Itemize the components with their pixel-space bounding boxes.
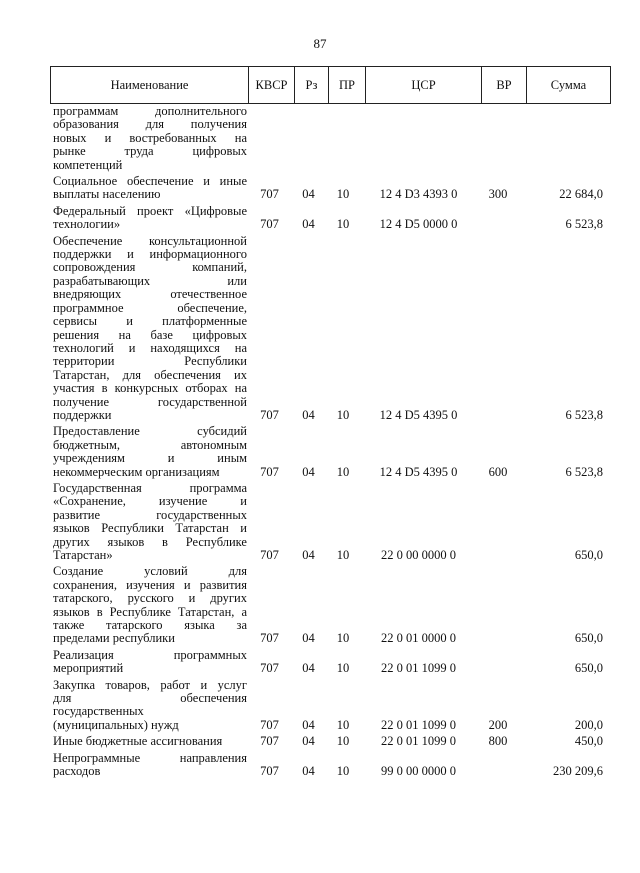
cell-vr: 200 (488, 717, 508, 732)
cell-sum: 6 523,8 (565, 464, 603, 479)
table-body (50, 105, 611, 782)
row-name-line: решения на базе цифровых (53, 327, 247, 342)
row-name-line: бюджетным, автономным (53, 437, 247, 452)
cell-sum: 6 523,8 (565, 217, 603, 232)
cell-kvsr: 707 (260, 764, 279, 779)
cell-vr (476, 565, 520, 645)
table-row (50, 175, 611, 202)
header-name: Наименование (110, 77, 189, 92)
cell-kvsr: 707 (260, 187, 279, 202)
cell-pr: 10 (336, 548, 350, 562)
cell-sum: 450,0 (574, 734, 603, 749)
row-name-line: Иные бюджетные ассигнования (53, 734, 223, 749)
table-row (50, 105, 611, 172)
row-name-line: рынке труда цифровых (53, 144, 247, 159)
cell-rz (292, 105, 325, 172)
cell-kvsr: 707 (260, 631, 279, 646)
row-name-line: Государственная программа (53, 480, 247, 495)
row-name-line: «Сохранение, изучение и (53, 494, 247, 509)
row-name-line: Татарстан, для обеспечения их (53, 367, 247, 382)
cell-rz: 04 (302, 661, 315, 676)
cell-csr: 12 4 D5 0000 0 (379, 217, 458, 232)
table-row (50, 679, 611, 733)
table-row (50, 752, 611, 779)
cell-sum: 230 209,6 (553, 764, 603, 779)
row-name-line: получение государственной (53, 394, 247, 409)
row-name (50, 105, 247, 172)
cell-sum: 650,0 (574, 661, 603, 676)
row-name-line: выплаты населению (53, 187, 161, 202)
header-pr: ПР (328, 67, 365, 103)
cell-csr: 22 0 01 1099 0 (381, 717, 456, 732)
row-name (50, 649, 247, 676)
cell-sum: 650,0 (574, 548, 603, 562)
row-name (50, 752, 247, 779)
table-header (50, 66, 611, 104)
cell-rz: 04 (302, 187, 315, 202)
row-name-line: Социальное обеспечение и иные (53, 174, 247, 189)
cell-rz: 04 (302, 717, 315, 732)
row-name-line: программам дополнительного (53, 104, 247, 118)
row-name-line: сохранения, изучения и развития (53, 577, 247, 592)
row-name-line: Создание условий для (53, 564, 247, 579)
cell-vr (476, 105, 520, 172)
cell-sum: 6 523,8 (565, 407, 603, 422)
cell-vr (476, 205, 520, 232)
row-name-line: (муниципальных) нужд (53, 717, 179, 732)
cell-sum: 200,0 (574, 717, 603, 732)
cell-pr: 10 (336, 661, 350, 676)
header-vr: ВР (481, 67, 526, 103)
cell-pr: 10 (336, 217, 350, 232)
cell-kvsr: 707 (260, 734, 279, 749)
row-name-line: Татарстан» (53, 548, 113, 562)
cell-rz: 04 (302, 631, 315, 646)
page-number: 87 (313, 36, 327, 51)
cell-sum (520, 105, 611, 172)
row-name-line: некоммерческим организациям (53, 464, 220, 479)
row-name-line: Реализация программных (53, 647, 247, 662)
cell-rz: 04 (302, 548, 315, 562)
row-name-line: татарского, русского и других (53, 591, 247, 606)
cell-vr (476, 649, 520, 676)
row-name-line: программное обеспечение, (53, 300, 247, 315)
row-name-line: сервисы и платформенные (53, 314, 247, 329)
cell-csr (361, 105, 476, 172)
table-row (50, 205, 611, 232)
row-name (50, 425, 247, 479)
cell-csr: 12 4 D5 4395 0 (379, 407, 458, 422)
row-name-line: территории Республики (53, 354, 247, 369)
cell-vr: 600 (488, 464, 508, 479)
header-kvsr: КВСР (248, 67, 294, 103)
row-name-line: технологий и находящихся на (53, 340, 247, 355)
row-name-line: развитие государственных (53, 507, 247, 522)
row-name-line: компетенций (53, 157, 123, 172)
row-name-line: языков Республики Татарстан и (53, 521, 247, 536)
row-name-line: Закупка товаров, работ и услуг (53, 677, 247, 692)
row-name-line: образования для получения (53, 117, 247, 132)
row-name (50, 565, 247, 645)
cell-csr: 99 0 00 0000 0 (381, 764, 456, 779)
cell-pr: 10 (336, 187, 350, 202)
header-csr: ЦСР (365, 67, 481, 103)
cell-rz: 04 (302, 217, 315, 232)
cell-pr: 10 (336, 631, 350, 646)
cell-csr: 22 0 01 1099 0 (381, 734, 456, 749)
row-name-line: технологии» (53, 217, 121, 232)
header-sum: Сумма (526, 67, 610, 103)
cell-kvsr: 707 (260, 407, 279, 422)
row-name-line: новых и востребованных на (53, 130, 247, 145)
row-name (50, 482, 247, 562)
row-name (50, 175, 247, 202)
row-name-line: расходов (53, 764, 101, 779)
cell-kvsr: 707 (260, 661, 279, 676)
table-row (50, 235, 611, 423)
cell-sum: 650,0 (574, 631, 603, 646)
header-rz: Рз (294, 67, 328, 103)
cell-rz: 04 (302, 764, 315, 779)
row-name-line: также татарского языка за (53, 618, 247, 633)
cell-pr: 10 (336, 764, 350, 779)
row-name-line: разрабатывающих или (53, 273, 247, 288)
row-name-line: мероприятий (53, 661, 124, 676)
table-row (50, 649, 611, 676)
row-name-line: пределами республики (53, 631, 175, 646)
cell-rz: 04 (302, 464, 315, 479)
table-row (50, 425, 611, 479)
cell-pr: 10 (336, 717, 350, 732)
cell-csr: 22 0 00 0000 0 (381, 548, 456, 562)
cell-csr: 22 0 01 0000 0 (381, 631, 456, 646)
row-name-line: сопровождения компаний, (53, 260, 247, 275)
row-name-line: других языков в Республике (53, 534, 247, 549)
row-name-line: Предоставление субсидий (53, 424, 247, 439)
cell-vr (476, 235, 520, 423)
cell-vr (476, 752, 520, 779)
cell-kvsr: 707 (260, 717, 279, 732)
row-name (50, 205, 247, 232)
cell-kvsr: 707 (260, 217, 279, 232)
row-name-line: языков в Республике Татарстан, а (53, 604, 247, 619)
cell-vr: 300 (488, 187, 508, 202)
row-name (50, 679, 247, 733)
cell-kvsr: 707 (260, 548, 279, 562)
cell-kvsr (247, 105, 292, 172)
table-row (50, 735, 611, 748)
row-name-line: участия в конкурсных отборах на (53, 381, 247, 396)
row-name-line: поддержки и информационного (53, 247, 247, 262)
cell-pr (325, 105, 361, 172)
row-name-line: государственных (53, 704, 144, 719)
cell-pr: 10 (336, 464, 350, 479)
cell-vr (476, 482, 520, 562)
cell-csr: 12 4 D5 4395 0 (379, 464, 458, 479)
cell-csr: 22 0 01 1099 0 (381, 661, 456, 676)
row-name-line: Федеральный проект «Цифровые (53, 203, 247, 218)
row-name-line: учреждениям и иным (53, 451, 247, 466)
row-name-line: Обеспечение консультационной (53, 233, 247, 248)
cell-pr: 10 (336, 734, 350, 749)
cell-pr: 10 (336, 407, 350, 422)
cell-csr: 12 4 D3 4393 0 (379, 187, 458, 202)
row-name-line: Непрограммные направления (53, 750, 247, 765)
cell-vr: 800 (488, 734, 508, 749)
row-name (50, 735, 247, 748)
table-row (50, 565, 611, 645)
cell-rz: 04 (302, 734, 315, 749)
row-name-line: поддержки (53, 407, 112, 422)
row-name (50, 235, 247, 423)
table-row (50, 482, 611, 562)
cell-kvsr: 707 (260, 464, 279, 479)
row-name-line: внедряющих отечественное (53, 287, 247, 302)
row-name-line: для обеспечения (53, 691, 247, 706)
cell-sum: 22 684,0 (559, 187, 603, 202)
cell-rz: 04 (302, 407, 315, 422)
